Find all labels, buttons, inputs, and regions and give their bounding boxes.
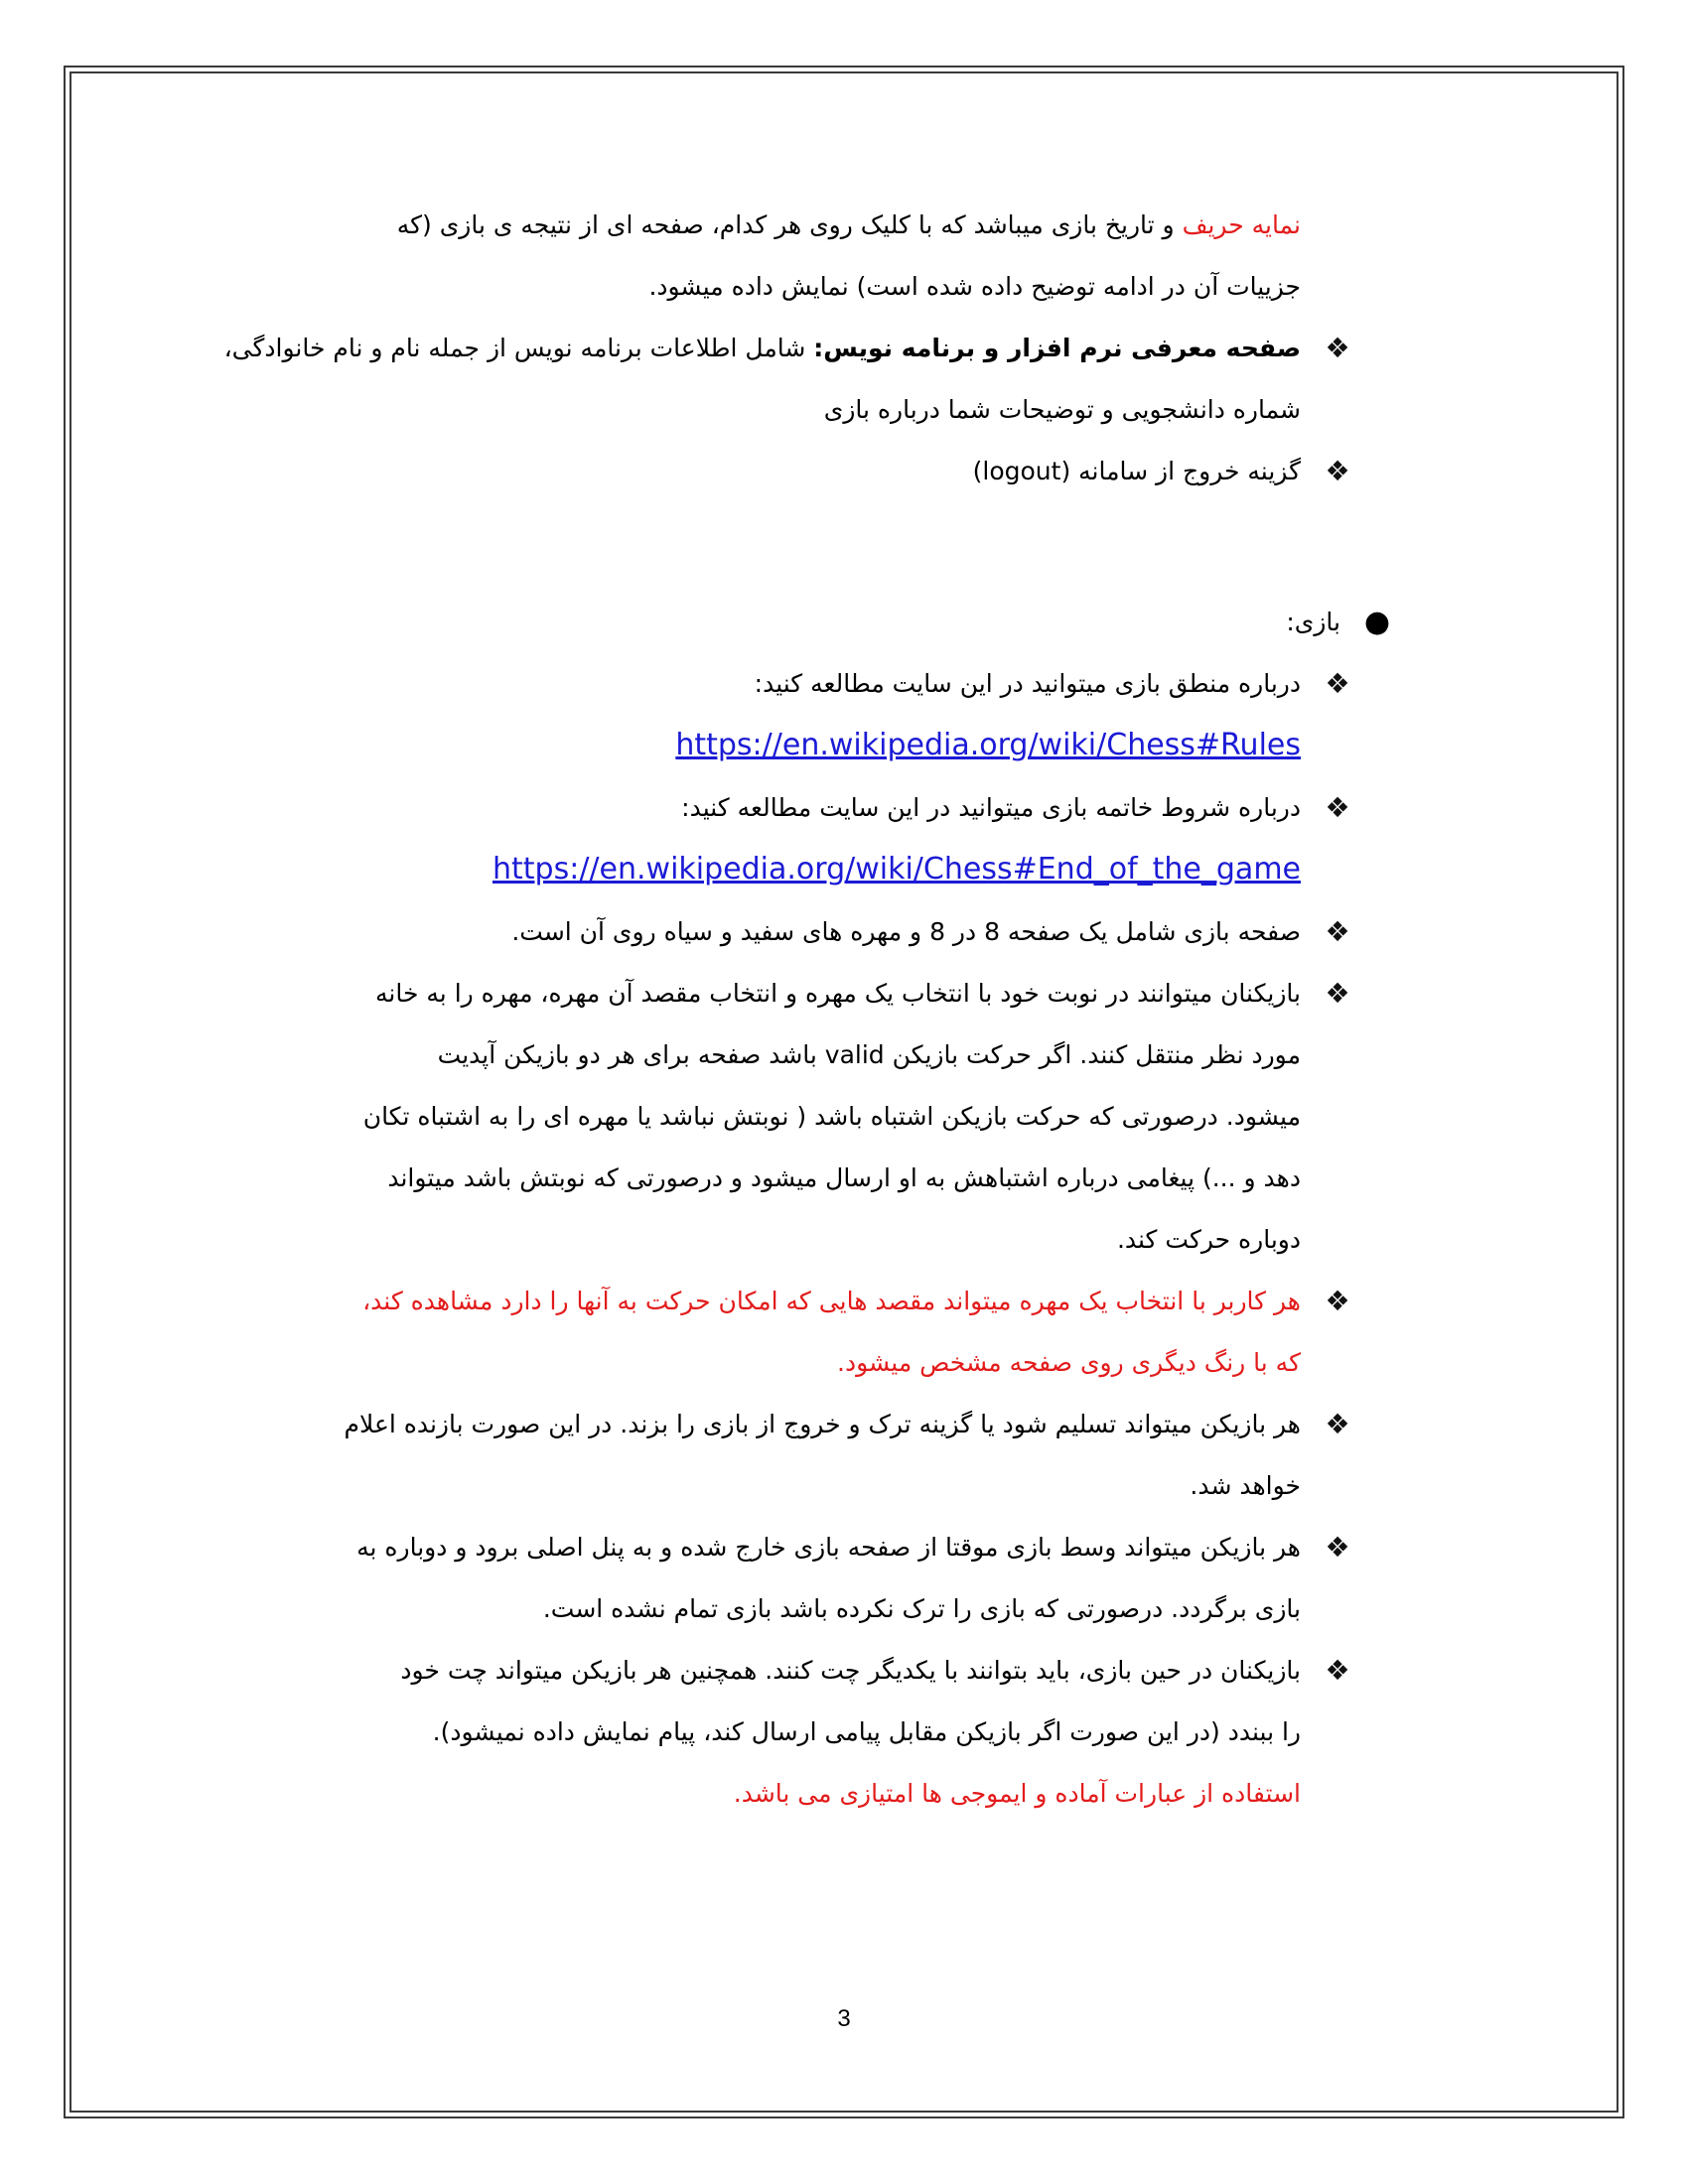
chat-line-2: را ببندد (در این صورت اگر بازیکن مقابل پیامی ارسال کند، پیام نمایش داده نمیشود).: [432, 1717, 1301, 1746]
highlight-line-1: هر کاربر با انتخاب یک مهره میتواند مقصد هایی که امکان حرکت به آنها را دارد مشاهده کند،: [362, 1287, 1301, 1315]
moves-line-3: میشود. درصورتی که حرکت بازیکن اشتباه باشد ( نوبتش نباشد یا مهره ای را به اشتباه تکان: [362, 1102, 1301, 1131]
moves-line-2b: باشد صفحه برای هر دو بازیکن آپدیت: [437, 1040, 825, 1069]
diamond-bullet-icon: ❖: [1325, 977, 1350, 1010]
intro-paragraph: [199, 195, 1301, 318]
moves-line-1: بازیکنان میتوانند در نوبت خود با انتخاب یک مهره و انتخاب مقصد آن مهره، مهره را به خانه: [375, 979, 1301, 1008]
moves-valid-word: valid: [824, 1040, 885, 1069]
diamond-bullet-icon: ❖: [1325, 1654, 1350, 1687]
intro-red-text: نمایه حریف: [1182, 210, 1301, 239]
diamond-bullet-icon: ❖: [1325, 791, 1350, 824]
game-item-highlight: [199, 1271, 1350, 1394]
resign-line-2: خواهد شد.: [1190, 1471, 1301, 1500]
diamond-bullet-icon: ❖: [1325, 915, 1350, 948]
intro-text-1: و تاریخ بازی میباشد که با کلیک روی هر کدام، صفحه ای از نتیجه ی بازی (که: [396, 210, 1183, 239]
game-item-board: [199, 901, 1350, 963]
moves-line-2a: مورد نظر منتقل کنند. اگر حرکت بازیکن: [884, 1040, 1301, 1069]
game-item-rules: [199, 653, 1350, 777]
pause-line-2: بازی برگردد. درصورتی که بازی را ترک نکرده باشد بازی تمام نشده است.: [542, 1594, 1301, 1623]
diamond-bullet-icon: ❖: [1325, 1408, 1350, 1440]
game-item-resign: [199, 1394, 1350, 1517]
game-section-title: [199, 592, 1391, 653]
menu-item-about-text-2: شماره دانشجویی و توضیحات شما درباره بازی: [823, 395, 1301, 424]
intro-text-2: جزییات آن در ادامه توضیح داده شده است) نمایش داده میشود.: [648, 272, 1301, 301]
page-number: 3: [837, 2005, 851, 2032]
game-item-end-text: درباره شروط خاتمه بازی میتوانید در این سایت مطالعه کنید:: [681, 793, 1301, 822]
game-item-rules-text: درباره منطق بازی میتوانید در این سایت مطالعه کنید:: [754, 669, 1301, 698]
game-item-pause: [199, 1517, 1350, 1640]
diamond-bullet-icon: ❖: [1325, 332, 1350, 364]
highlight-line-2: که با رنگ دیگری روی صفحه مشخص میشود.: [837, 1348, 1301, 1377]
game-item-chat: [199, 1640, 1350, 1825]
game-item-board-text: صفحه بازی شامل یک صفحه 8 در 8 و مهره های سفید و سیاه روی آن است.: [511, 917, 1301, 946]
diamond-bullet-icon: ❖: [1325, 1531, 1350, 1564]
menu-item-logout: [199, 441, 1350, 502]
end-of-game-link[interactable]: https://en.wikipedia.org/wiki/Chess#End_of_the_game: [492, 852, 1301, 887]
game-item-end: [199, 777, 1350, 901]
moves-line-4: دهد و ...) پیغامی درباره اشتباهش به او ارسال میشود و درصورتی که نوبتش باشد میتواند: [387, 1163, 1301, 1192]
document-body: [199, 195, 1391, 1825]
diamond-bullet-icon: ❖: [1325, 1285, 1350, 1317]
menu-item-about-title: صفحه معرفی نرم افزار و برنامه نویس:: [813, 334, 1301, 362]
game-section-title-text: بازی:: [1286, 608, 1340, 636]
round-bullet-icon: ●: [1363, 605, 1391, 639]
chat-line-3-bonus: استفاده از عبارات آماده و ایموجی ها امتیازی می باشد.: [733, 1779, 1301, 1808]
diamond-bullet-icon: ❖: [1325, 455, 1350, 487]
resign-line-1: هر بازیکن میتواند تسلیم شود یا گزینه ترک و خروج از بازی را بزند. در این صورت بازنده اعلام: [344, 1410, 1301, 1438]
diamond-bullet-icon: ❖: [1325, 667, 1350, 700]
menu-item-logout-text: گزینه خروج از سامانه (logout): [972, 457, 1301, 485]
chat-line-1: بازیکنان در حین بازی، باید بتوانند با یکدیگر چت کنند. همچنین هر بازیکن میتواند چت خود: [400, 1656, 1301, 1685]
pause-line-1: هر بازیکن میتواند وسط بازی موقتا از صفحه بازی خارج شده و به پنل اصلی برود و دوباره به: [356, 1533, 1301, 1562]
rules-link[interactable]: https://en.wikipedia.org/wiki/Chess#Rules: [675, 728, 1301, 762]
menu-item-about: [199, 318, 1350, 441]
moves-line-5: دوباره حرکت کند.: [1116, 1225, 1301, 1254]
game-item-moves: [199, 963, 1350, 1271]
menu-item-about-text: شامل اطلاعات برنامه نویس از جمله نام و نام خانوادگی،: [223, 334, 814, 362]
